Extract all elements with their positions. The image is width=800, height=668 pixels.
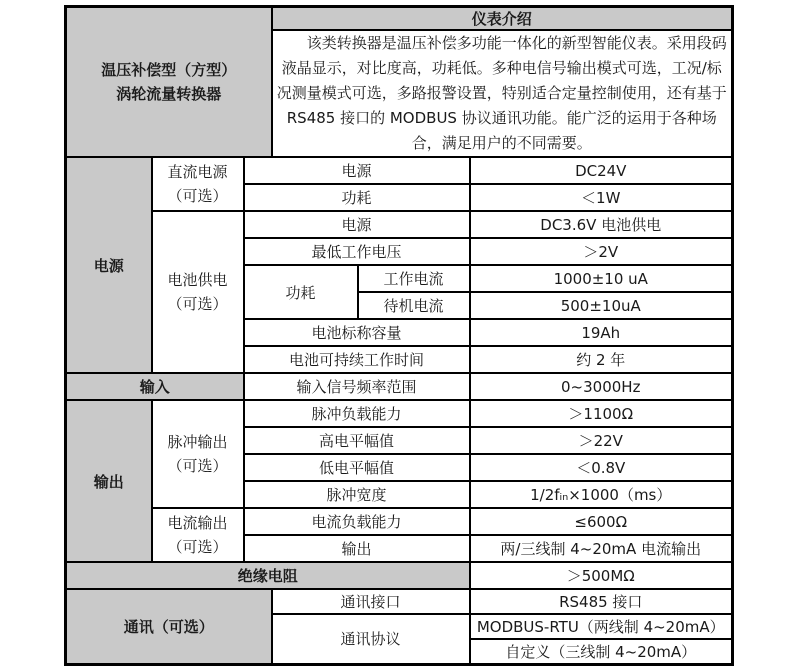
spec-name: 电源 [244, 157, 470, 184]
spec-value: 500±10uA [470, 292, 733, 319]
spec-name: 电池可持续工作时间 [244, 346, 470, 373]
spec-value: DC3.6V 电池供电 [470, 211, 733, 238]
spec-value: 自定义（三线制 4~20mA） [470, 639, 733, 664]
power-battery-sublabel [152, 211, 244, 373]
spec-table [64, 5, 734, 666]
section-label-output: 输出 [66, 400, 152, 562]
spec-name: 最低工作电压 [244, 238, 470, 265]
spec-value: 1/2fᵢₙ×1000（ms） [470, 481, 733, 508]
power-dc-sublabel-line2: （可选） [167, 187, 228, 205]
output-pulse-sublabel-line1: 脉冲输出 [167, 433, 228, 451]
spec-name: 功耗 [244, 184, 470, 211]
product-title-line2: 涡轮流量转换器 [116, 85, 222, 103]
output-current-sublabel-line2: （可选） [167, 538, 228, 556]
power-dc-sublabel-line1: 直流电源 [167, 163, 228, 181]
spec-value: ≤600Ω [470, 508, 733, 535]
spec-value: MODBUS-RTU（两线制 4~20mA） [470, 614, 733, 639]
spec-value: ＞500MΩ [470, 562, 733, 589]
spec-value: DC24V [470, 157, 733, 184]
spec-value: 0~3000Hz [470, 373, 733, 400]
output-pulse-sublabel [152, 400, 244, 508]
spec-name: 低电平幅值 [244, 454, 470, 481]
spec-value: 1000±10 uA [470, 265, 733, 292]
spec-value: ＜1W [470, 184, 733, 211]
output-current-sublabel-line1: 电流输出 [167, 514, 228, 532]
power-consumption-label: 功耗 [244, 265, 358, 319]
spec-value: 约 2 年 [470, 346, 733, 373]
output-pulse-sublabel-line2: （可选） [167, 457, 228, 475]
spec-name: 电流负载能力 [244, 508, 470, 535]
spec-value: 19Ah [470, 319, 733, 346]
power-battery-sublabel-line2: （可选） [167, 295, 228, 313]
spec-value: ＜0.8V [470, 454, 733, 481]
spec-value: 两/三线制 4~20mA 电流输出 [470, 535, 733, 562]
spec-name: 电池标称容量 [244, 319, 470, 346]
spec-name: 高电平幅值 [244, 427, 470, 454]
spec-name: 通讯接口 [272, 589, 470, 614]
section-label-power: 电源 [66, 157, 152, 373]
spec-name: 脉冲负载能力 [244, 400, 470, 427]
spec-name: 电源 [244, 211, 470, 238]
product-title [66, 7, 272, 158]
power-dc-sublabel [152, 157, 244, 211]
output-current-sublabel [152, 508, 244, 562]
section-label-input: 输入 [66, 373, 244, 400]
intro-header: 仪表介绍 [272, 7, 733, 31]
spec-name: 脉冲宽度 [244, 481, 470, 508]
spec-value: ＞1100Ω [470, 400, 733, 427]
spec-value: ＞2V [470, 238, 733, 265]
spec-name: 工作电流 [358, 265, 470, 292]
spec-name: 输入信号频率范围 [244, 373, 470, 400]
section-label-insulation: 绝缘电阻 [66, 562, 470, 589]
power-battery-sublabel-line1: 电池供电 [167, 271, 228, 289]
section-label-comm: 通讯（可选） [66, 589, 272, 664]
spec-value: ＞22V [470, 427, 733, 454]
spec-value: RS485 接口 [470, 589, 733, 614]
spec-name: 待机电流 [358, 292, 470, 319]
product-title-line1: 温压补偿型（方型） [101, 61, 237, 79]
spec-name: 输出 [244, 535, 470, 562]
intro-paragraph: 该类转换器是温压补偿多功能一体化的新型智能仪表。采用段码液晶显示，对比度高，功耗低。多种电信号输出模式可选，工况/标况测量模式可选，多路报警设置，特别适合定量控制使用，还有基于 RS485 接口的 MODBUS 协议通讯功能。能广泛的运用于各种场合，满足用户的不同需要。 [276, 34, 727, 152]
spec-name: 通讯协议 [272, 614, 470, 664]
intro-text-cell [272, 30, 733, 157]
